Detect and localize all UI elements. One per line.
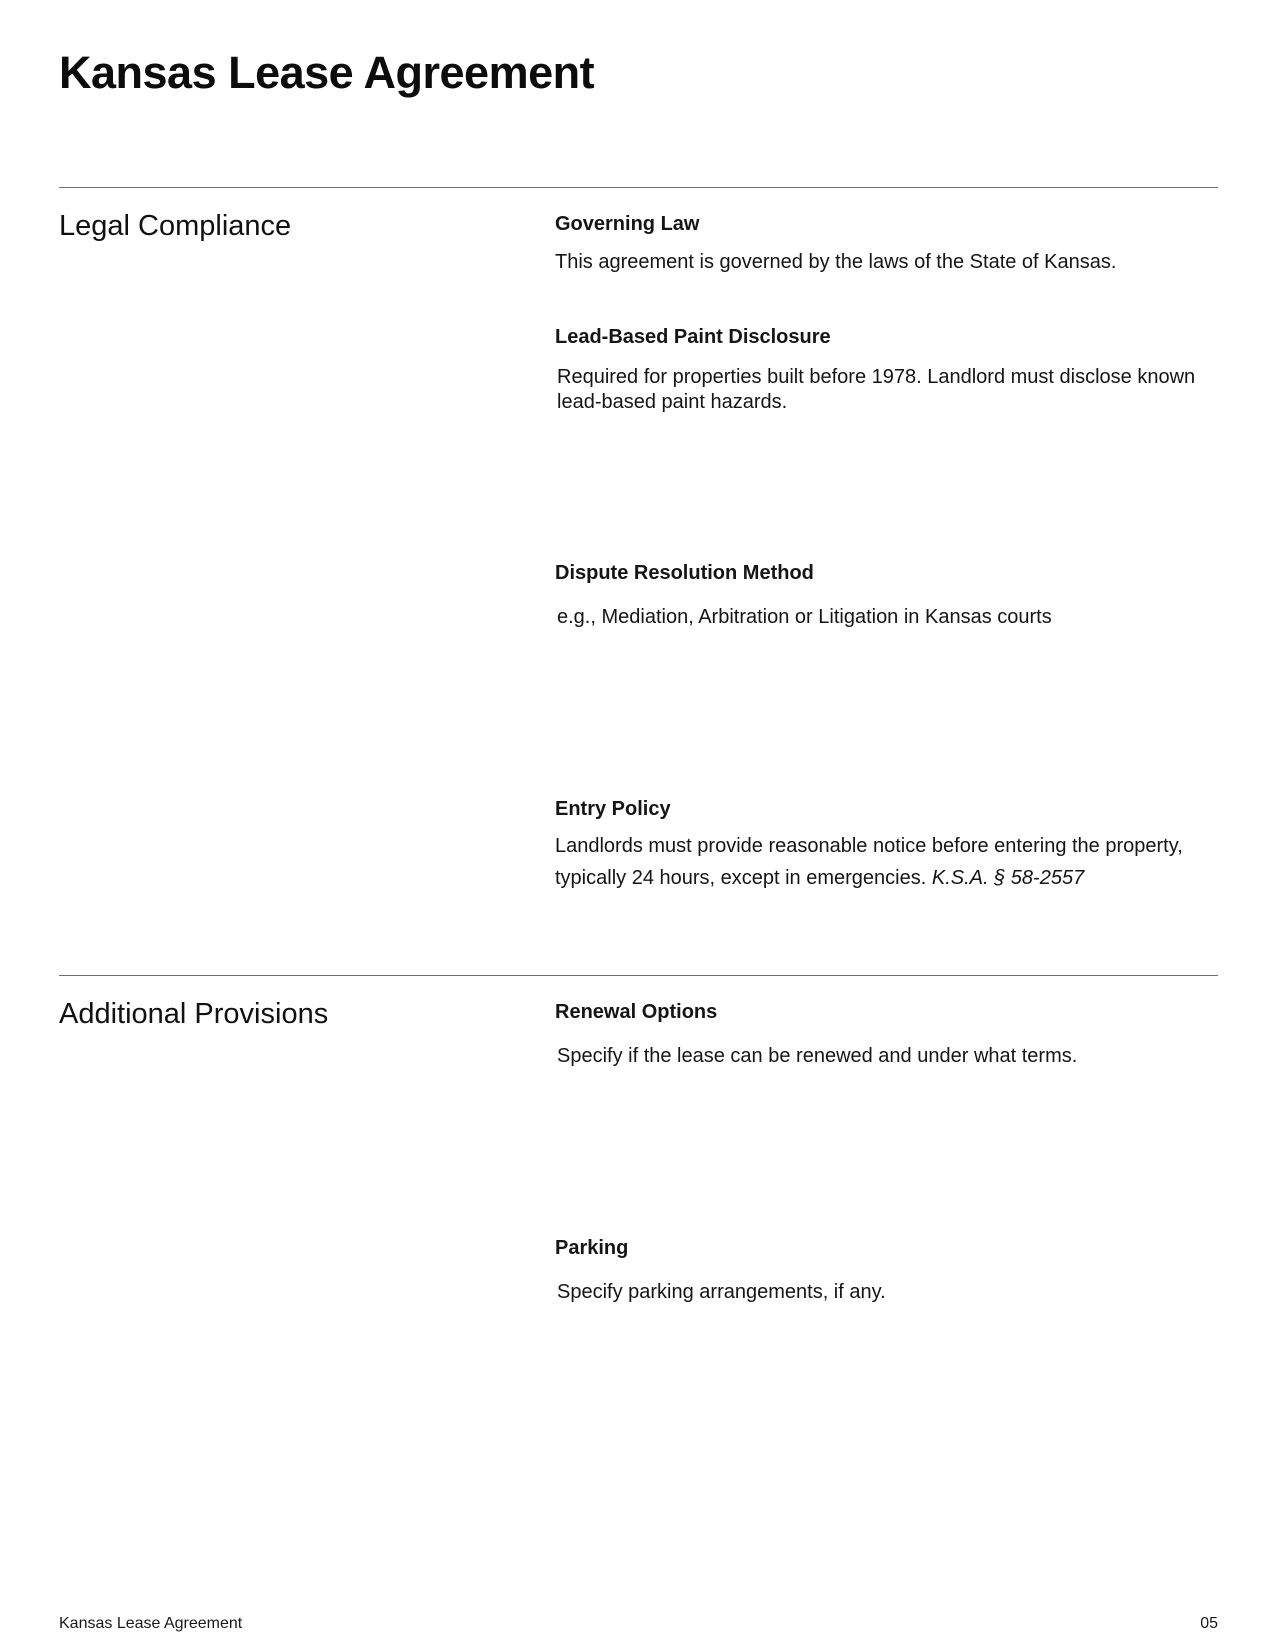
entry-policy-body: Landlords must provide reasonable notice before entering the property, typically 24 hours, except in emergencies. <box>555 835 1183 889</box>
section-divider <box>59 187 1218 188</box>
field-text-governing-law: This agreement is governed by the laws of the State of Kansas. <box>555 251 1117 273</box>
section-divider <box>59 975 1218 976</box>
field-text-dispute-resolution: e.g., Mediation, Arbitration or Litigation in Kansas courts <box>557 606 1052 628</box>
footer-document-name: Kansas Lease Agreement <box>59 1615 243 1632</box>
field-label-entry-policy: Entry Policy <box>555 798 671 820</box>
footer-page-number: 05 <box>1200 1615 1218 1632</box>
field-label-governing-law: Governing Law <box>555 213 700 235</box>
field-label-renewal-options: Renewal Options <box>555 1001 718 1023</box>
field-label-parking: Parking <box>555 1237 629 1259</box>
section-title-legal-compliance: Legal Compliance <box>59 210 292 242</box>
field-text-parking: Specify parking arrangements, if any. <box>557 1281 886 1303</box>
entry-policy-citation: K.S.A. § 58-2557 <box>931 867 1085 889</box>
document-title: Kansas Lease Agreement <box>59 47 595 98</box>
field-label-lead-paint: Lead-Based Paint Disclosure <box>555 326 831 348</box>
section-title-additional-provisions: Additional Provisions <box>59 998 329 1030</box>
field-text-lead-paint: Required for properties built before 1978. Landlord must disclose known lead-based paint hazards. <box>557 366 1196 413</box>
field-text-entry-policy <box>555 830 1215 894</box>
field-text-renewal-options: Specify if the lease can be renewed and under what terms. <box>557 1045 1078 1067</box>
field-label-dispute-resolution: Dispute Resolution Method <box>555 562 814 584</box>
